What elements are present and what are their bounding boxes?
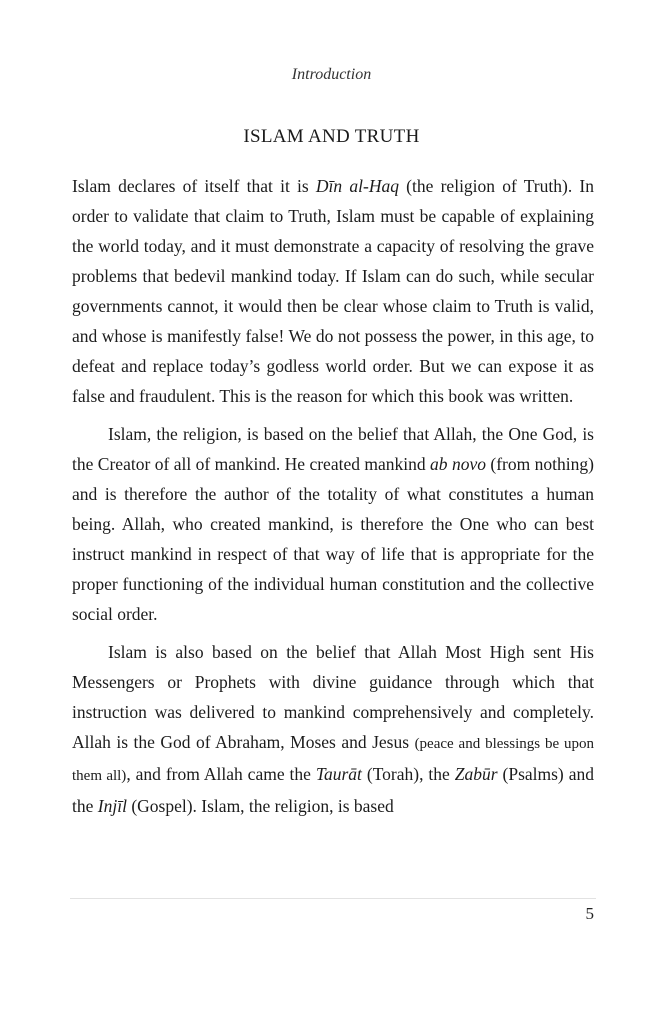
honorific-small-text: (peace and blessings be upon them all) [72, 736, 594, 784]
page-number: 5 [585, 904, 594, 923]
running-header: Introduction [291, 66, 372, 83]
term-taurat: Taurāt [315, 764, 362, 784]
term-injil: Injīl [97, 796, 127, 816]
term-zabur: Zabūr [454, 764, 498, 784]
term-din-al-haq: Dīn al-Haq [315, 176, 399, 196]
paragraph-3-text-e: (Gospel). Islam, the religion, is based [126, 796, 394, 816]
paragraph-2 [72, 419, 594, 629]
paragraph-2-text-b: (from nothing) and is therefore the author of the totality of what constitutes a human being. Allah, who created mankind, is therefore the One who can best instruct mankind in respect of that way of life that is appropriate for the proper functioning of the individual human constitution and the collective social order. [72, 454, 594, 624]
paragraph-3-text-d: (Psalms) and the [72, 764, 594, 816]
paragraph-3-text-c: (Torah), the [361, 764, 455, 784]
paragraph-1-text-b: (the religion of Truth). In order to validate that claim to Truth, Islam must be capable of explaining the world today, and it must demonstrate a capacity of resolving the grave problems that bedevil mankind today. If Islam can do such, while secular governments cannot, it would then be clear whose claim to Truth is valid, and whose is manifestly false! We do not possess the power, in this age, to defeat and replace today’s godless world order. But we can expose it as false and fraudulent. This is the reason for which this book was written. [72, 176, 594, 406]
paragraph-1-text-a: Islam declares of itself that it is [72, 176, 316, 196]
paragraph-2-text-a: Islam, the religion, is based on the belief that Allah, the One God, is the Creator of all of mankind. He created mankind [72, 424, 594, 474]
paragraph-1 [72, 171, 594, 411]
paragraph-3 [72, 637, 594, 821]
chapter-title: ISLAM AND TRUTH [243, 126, 420, 147]
term-ab-novo: ab novo [430, 454, 486, 474]
body-text [72, 171, 594, 829]
paragraph-3-text-b: , and from Allah came the [126, 764, 316, 784]
footer-divider [70, 898, 596, 899]
paragraph-3-text-a: Islam is also based on the belief that Allah Most High sent His Messengers or Prophets with divine guidance through which that instruction was delivered to mankind comprehensively and completely. Allah is the God of Abraham, Moses and Jesus [72, 642, 594, 752]
